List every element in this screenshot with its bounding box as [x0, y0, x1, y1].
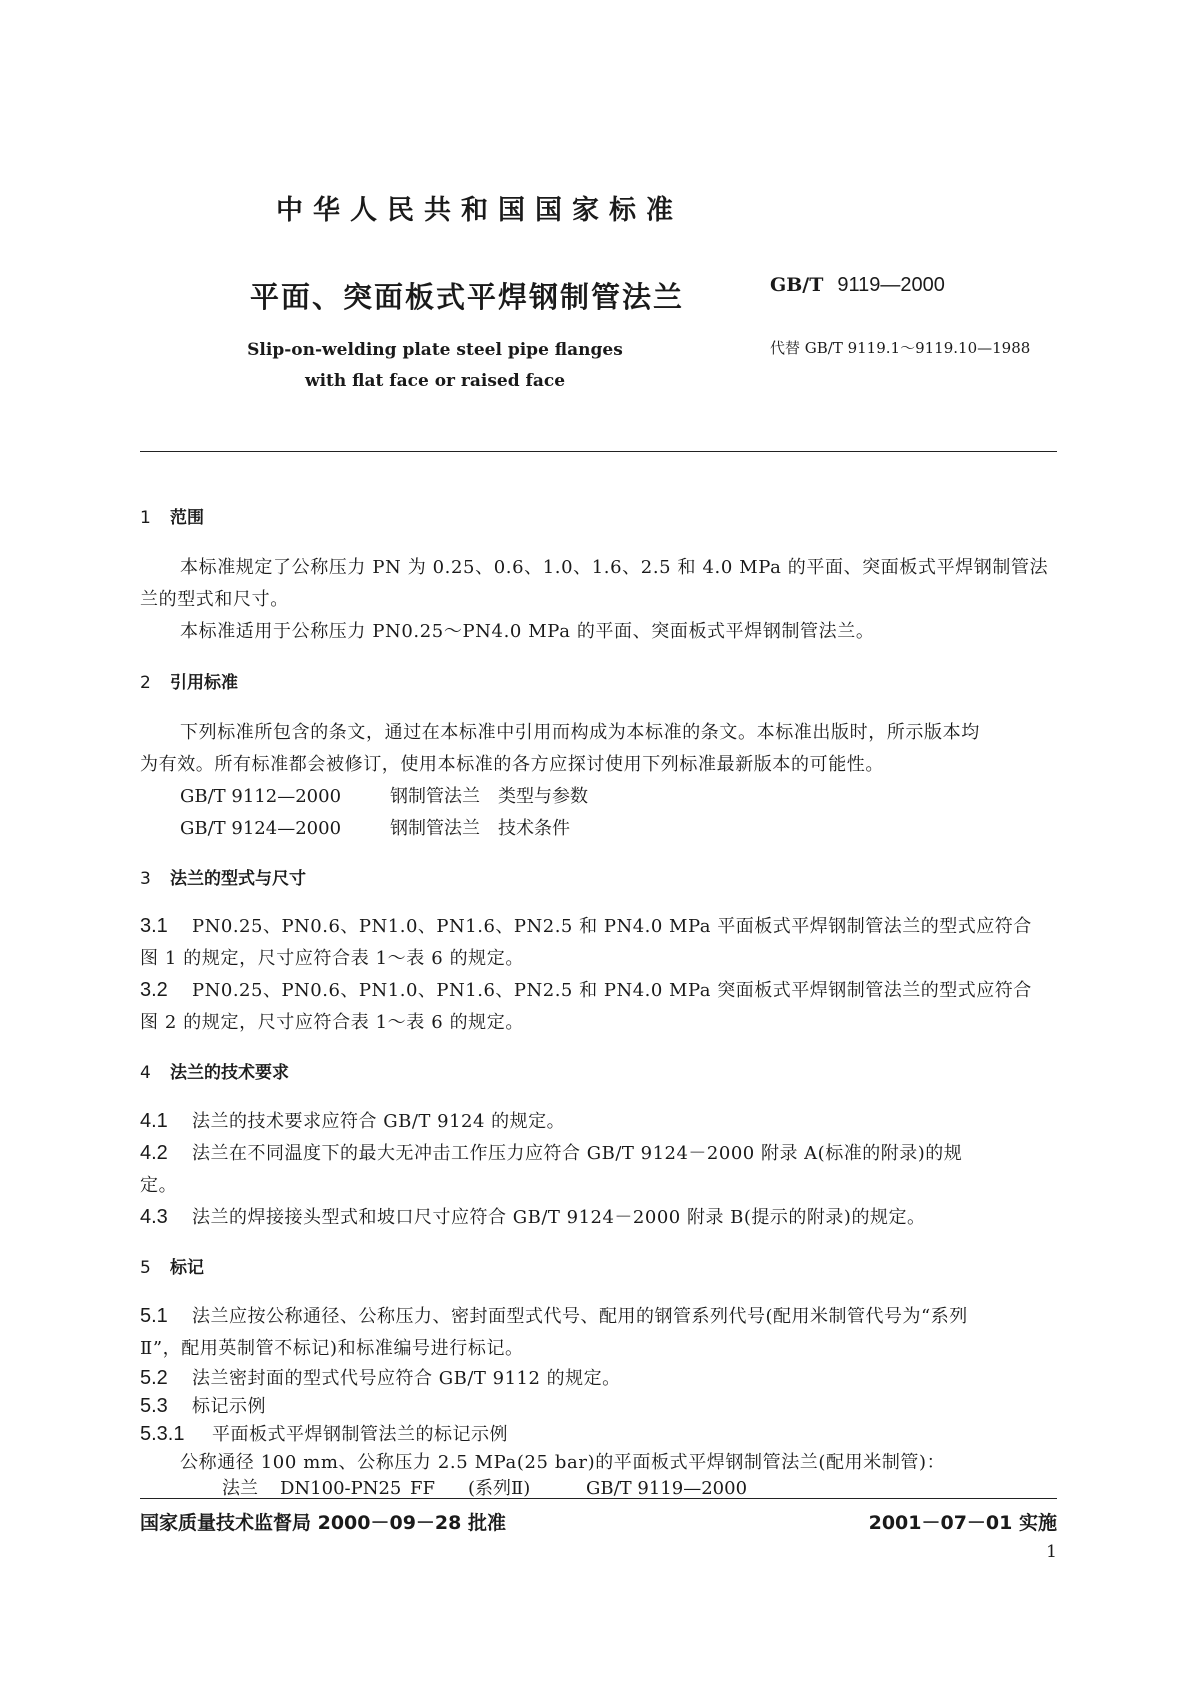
- clause-text: 法兰密封面的型式代号应符合 GB/T 9112 的规定。: [192, 1368, 621, 1389]
- normative-reference: [180, 814, 570, 840]
- clause-number: 3.2: [140, 979, 168, 1001]
- clause-text: PN0.25、PN0.6、PN1.0、PN1.6、PN2.5 和 PN4.0 MPa 平面板式平焊钢制管法兰的型式应符合: [192, 916, 1032, 937]
- clause-text: 标记示例: [192, 1396, 266, 1417]
- clause-text: 法兰的焊接接头型式和坡口尺寸应符合 GB/T 9124－2000 附录 B(提示的附录)的规定。: [192, 1207, 926, 1228]
- section-number: 1: [140, 508, 151, 528]
- standard-code-number: 9119—2000: [837, 274, 945, 296]
- marking-dn-pn: DN100-PN25: [280, 1478, 402, 1499]
- clause-5-1: [140, 1302, 968, 1328]
- clause-number: 5.3: [140, 1395, 168, 1417]
- clause-4-2: [140, 1139, 962, 1165]
- clause-text: 平面板式平焊钢制管法兰的标记示例: [212, 1424, 508, 1445]
- clause-number: 4.3: [140, 1206, 168, 1228]
- document-title-en-line1: Slip-on-welding plate steel pipe flanges: [247, 340, 623, 360]
- clause-text: 法兰在不同温度下的最大无冲击工作压力应符合 GB/T 9124－2000 附录 A(标准的附录)的规: [192, 1143, 963, 1164]
- marking-standard: GB/T 9119—2000: [586, 1478, 748, 1499]
- section-2-heading: [140, 668, 238, 693]
- section-title: 法兰的技术要求: [170, 1063, 289, 1083]
- section-5-heading: [140, 1253, 204, 1278]
- standard-code-prefix: GB/T: [770, 274, 824, 296]
- standard-code: [770, 274, 945, 297]
- paragraph-line: 兰的型式和尺寸。: [140, 589, 289, 610]
- paragraph-line: 图 2 的规定，尺寸应符合表 1～表 6 的规定。: [140, 1012, 524, 1033]
- header-divider: [140, 451, 1057, 452]
- clause-4-1: [140, 1107, 565, 1133]
- reference-code: GB/T 9112—2000: [180, 786, 342, 807]
- national-standard-heading: 中华人民共和国国家标准: [276, 195, 683, 226]
- section-number: 3: [140, 869, 151, 889]
- section-3-heading: [140, 864, 306, 889]
- document-title-en-line2: with flat face or raised face: [304, 371, 566, 391]
- document-title-cn: 平面、突面板式平焊钢制管法兰: [250, 280, 685, 314]
- clause-number: 5.2: [140, 1367, 168, 1389]
- reference-code: GB/T 9124—2000: [180, 818, 342, 839]
- marking-example: [222, 1474, 747, 1500]
- section-title: 法兰的型式与尺寸: [170, 869, 306, 889]
- clause-5-2: [140, 1364, 621, 1390]
- paragraph-line: Ⅱ”，配用英制管不标记)和标准编号进行标记。: [140, 1338, 524, 1359]
- reference-title-part: 钢制管法兰: [390, 786, 480, 807]
- marking-name: 法兰: [222, 1478, 258, 1499]
- marking-face-code: FF: [410, 1478, 435, 1499]
- section-title: 引用标准: [170, 673, 238, 693]
- replaces-note: 代替 GB/T 9119.1～9119.10—1988: [770, 339, 1031, 357]
- paragraph-line: 下列标准所包含的条文，通过在本标准中引用而构成为本标准的条文。本标准出版时，所示版本均: [180, 722, 980, 743]
- clause-5-3-1: [140, 1420, 508, 1446]
- paragraph-line: 定。: [140, 1175, 178, 1196]
- clause-text: 法兰的技术要求应符合 GB/T 9124 的规定。: [192, 1111, 566, 1132]
- section-number: 5: [140, 1258, 151, 1278]
- reference-title-part: 技术条件: [498, 818, 570, 839]
- clause-number: 4.2: [140, 1142, 168, 1164]
- effective-date: 2001－07－01 实施: [868, 1512, 1057, 1534]
- example-intro: 公称通径 100 mm、公称压力 2.5 MPa(25 bar)的平面板式平焊钢制管法兰(配用米制管)：: [180, 1452, 946, 1473]
- section-4-heading: [140, 1058, 289, 1083]
- marking-series: (系列Ⅱ): [468, 1478, 531, 1499]
- section-title: 标记: [170, 1258, 204, 1278]
- clause-text: 法兰应按公称通径、公称压力、密封面型式代号、配用的钢管系列代号(配用米制管代号为“系列: [192, 1306, 968, 1327]
- section-number: 2: [140, 673, 151, 693]
- paragraph-line: 本标准规定了公称压力 PN 为 0.25、0.6、1.0、1.6、2.5 和 4.0 MPa 的平面、突面板式平焊钢制管法: [180, 557, 1049, 578]
- section-title: 范围: [170, 508, 204, 528]
- reference-title-part: 钢制管法兰: [390, 818, 480, 839]
- clause-number: 5.3.1: [140, 1423, 185, 1445]
- normative-reference: [180, 782, 588, 808]
- paragraph-line: 本标准适用于公称压力 PN0.25～PN4.0 MPa 的平面、突面板式平焊钢制管法兰。: [180, 621, 875, 642]
- section-number: 4: [140, 1063, 151, 1083]
- clause-3-2: [140, 976, 1032, 1002]
- clause-5-3: [140, 1392, 266, 1418]
- clause-number: 4.1: [140, 1110, 168, 1132]
- paragraph-line: 图 1 的规定，尺寸应符合表 1～表 6 的规定。: [140, 948, 524, 969]
- clause-3-1: [140, 912, 1032, 938]
- page-number: 1: [1046, 1542, 1057, 1562]
- clause-text: PN0.25、PN0.6、PN1.0、PN1.6、PN2.5 和 PN4.0 MPa 突面板式平焊钢制管法兰的型式应符合: [192, 980, 1032, 1001]
- reference-title-part: 类型与参数: [498, 786, 588, 807]
- clause-4-3: [140, 1203, 925, 1229]
- clause-number: 5.1: [140, 1305, 168, 1327]
- section-1-heading: [140, 503, 204, 528]
- paragraph-line: 为有效。所有标准都会被修订，使用本标准的各方应探讨使用下列标准最新版本的可能性。: [140, 754, 884, 775]
- clause-number: 3.1: [140, 915, 168, 937]
- approval-date: 国家质量技术监督局 2000－09－28 批准: [140, 1512, 506, 1534]
